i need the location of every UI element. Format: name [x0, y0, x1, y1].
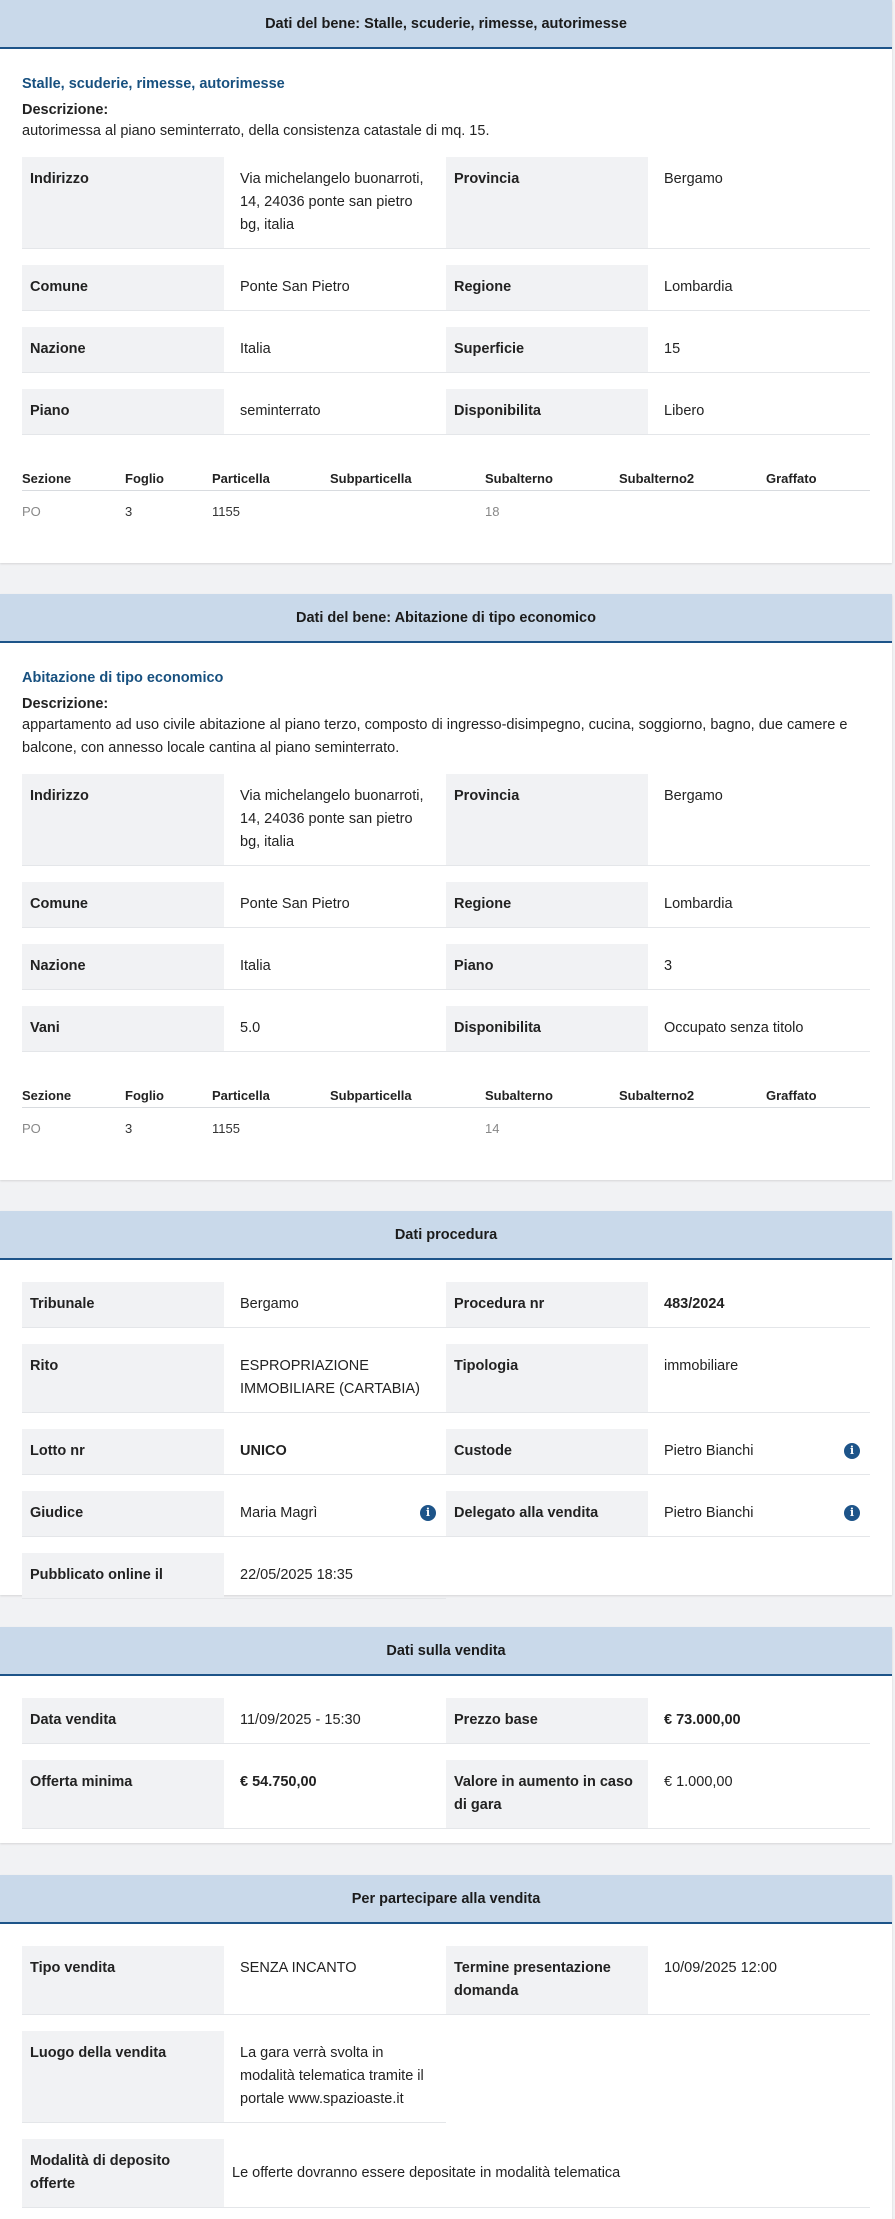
bene-card-autorimessa — [0, 0, 892, 563]
field-label: Indirizzo — [22, 157, 224, 249]
details-grid — [22, 389, 870, 435]
card-header: Dati del bene: Abitazione di tipo economico — [0, 594, 892, 643]
tipologia-value: immobiliare — [648, 1344, 870, 1413]
field-label: Provincia — [446, 157, 648, 249]
col-subparticella: Subparticella — [330, 471, 412, 486]
pubblicato-value: 22/05/2025 18:35 — [224, 1553, 446, 1599]
field-label: Procedura nr — [446, 1282, 648, 1328]
aumento-value: € 1.000,00 — [648, 1760, 870, 1829]
field-value: Bergamo — [648, 157, 870, 249]
field-label: Valore in aumento in caso di gara — [446, 1760, 648, 1829]
field-label: Vani — [22, 1006, 224, 1052]
details-grid — [22, 1344, 870, 1413]
field-label: Nazione — [22, 944, 224, 990]
col-foglio: Foglio — [125, 471, 164, 486]
field-value: 3 — [648, 944, 870, 990]
field-label: Tipo vendita — [22, 1946, 224, 2015]
field-value: Ponte San Pietro — [224, 882, 446, 928]
field-label: Lotto nr — [22, 1429, 224, 1475]
bene-subtitle: Stalle, scuderie, rimesse, autorimesse — [22, 76, 285, 92]
field-value: Occupato senza titolo — [648, 1006, 870, 1052]
field-label: Offerta minima — [22, 1760, 224, 1829]
field-value: Lombardia — [648, 882, 870, 928]
field-value: Via michelangelo buonarroti, 14, 24036 ponte san pietro bg, italia — [224, 774, 446, 866]
field-label: Comune — [22, 265, 224, 311]
field-label: Modalità di deposito offerte — [22, 2139, 224, 2208]
col-particella: Particella — [212, 471, 270, 486]
description-text: appartamento ad uso civile abitazione al piano terzo, composto di ingresso-disimpegno, cucina, soggiorno, bagno, due camere e balcone, con annesso locale cantina al piano seminterrato. — [22, 717, 848, 756]
col-sezione: Sezione — [22, 1088, 72, 1103]
termine-value: 10/09/2025 12:00 — [648, 1946, 870, 2015]
col-subalterno2: Subalterno2 — [619, 1088, 695, 1103]
field-value: 5.0 — [224, 1006, 446, 1052]
delegato-value: Pietro Bianchi — [664, 1505, 754, 1521]
details-grid — [22, 2139, 870, 2208]
field-label: Indirizzo — [22, 774, 224, 866]
card-header: Dati del bene: Stalle, scuderie, rimesse, autorimesse — [0, 0, 892, 49]
delegato-cell — [648, 1491, 870, 1537]
col-particella: Particella — [212, 1088, 270, 1103]
col-subalterno: Subalterno — [485, 471, 553, 486]
details-grid — [22, 1760, 870, 1829]
cell-foglio: 3 — [125, 1121, 133, 1136]
field-label: Regione — [446, 882, 648, 928]
field-value: seminterrato — [224, 389, 446, 435]
field-label: Prezzo base — [446, 1698, 648, 1744]
field-label: Piano — [446, 944, 648, 990]
details-grid — [22, 1006, 870, 1052]
rito-value: ESPROPRIAZIONE IMMOBILIARE (CARTABIA) — [224, 1344, 446, 1413]
custode-info-icon[interactable]: i — [844, 1443, 860, 1459]
data-vendita-value: 11/09/2025 - 15:30 — [224, 1698, 446, 1744]
field-label: Pubblicato online il — [22, 1553, 224, 1599]
field-label: Tribunale — [22, 1282, 224, 1328]
field-label: Nazione — [22, 327, 224, 373]
field-value: Libero — [648, 389, 870, 435]
offerta-minima-value: € 54.750,00 — [224, 1760, 446, 1829]
cadastral-header-row — [22, 457, 870, 491]
giudice-value: Maria Magrì — [240, 1505, 318, 1521]
field-label: Piano — [22, 389, 224, 435]
prezzo-base-value: € 73.000,00 — [648, 1698, 870, 1744]
procedura-number: 483/2024 — [648, 1282, 870, 1328]
bene-card-abitazione — [0, 594, 892, 1180]
table-row — [22, 1108, 870, 1148]
field-value: Via michelangelo buonarroti, 14, 24036 ponte san pietro bg, italia — [224, 157, 446, 249]
field-label: Superficie — [446, 327, 648, 373]
lotto-value: UNICO — [224, 1429, 446, 1475]
custode-value: Pietro Bianchi — [664, 1443, 754, 1459]
cadastral-header-row — [22, 1074, 870, 1108]
field-value: Ponte San Pietro — [224, 265, 446, 311]
field-label: Provincia — [446, 774, 648, 866]
details-grid — [22, 1553, 870, 1599]
field-label: Tipologia — [446, 1344, 648, 1413]
description-label: Descrizione: — [22, 102, 109, 118]
col-subparticella: Subparticella — [330, 1088, 412, 1103]
deposito-value: Le offerte dovranno essere depositate in modalità telematica — [224, 2139, 870, 2208]
details-grid — [22, 774, 870, 866]
field-label: Termine presentazione domanda — [446, 1946, 648, 2015]
field-label: Comune — [22, 882, 224, 928]
cell-particella: 1155 — [212, 1121, 240, 1136]
cell-particella: 1155 — [212, 504, 240, 519]
field-label: Data vendita — [22, 1698, 224, 1744]
details-grid — [22, 1698, 870, 1744]
details-grid — [22, 944, 870, 990]
delegato-info-icon[interactable]: i — [844, 1505, 860, 1521]
cadastral-table — [22, 457, 870, 531]
field-label: Disponibilita — [446, 389, 648, 435]
field-value: Italia — [224, 327, 446, 373]
details-grid — [22, 882, 870, 928]
field-value: Italia — [224, 944, 446, 990]
cell-foglio: 3 — [125, 504, 133, 519]
cadastral-table — [22, 1074, 870, 1148]
card-header: Dati procedura — [0, 1211, 892, 1260]
giudice-info-icon[interactable]: i — [420, 1505, 436, 1521]
cell-subalterno: 14 — [485, 1121, 500, 1136]
details-grid — [22, 2031, 870, 2123]
details-grid — [22, 1946, 870, 2015]
field-label: Delegato alla vendita — [446, 1491, 648, 1537]
custode-cell — [648, 1429, 870, 1475]
procedura-card — [0, 1211, 892, 1595]
details-grid — [22, 1491, 870, 1537]
field-value: Bergamo — [648, 774, 870, 866]
table-row — [22, 491, 870, 531]
col-sezione: Sezione — [22, 471, 72, 486]
field-value: 15 — [648, 327, 870, 373]
details-grid — [22, 157, 870, 249]
luogo-value: La gara verrà svolta in modalità telematica tramite il portale www.spazioaste.it — [224, 2031, 446, 2123]
col-graffato: Graffato — [766, 1088, 817, 1103]
bene-subtitle: Abitazione di tipo economico — [22, 670, 224, 686]
col-subalterno: Subalterno — [485, 1088, 553, 1103]
col-graffato: Graffato — [766, 471, 817, 486]
card-header: Dati sulla vendita — [0, 1627, 892, 1676]
field-label: Luogo della vendita — [22, 2031, 224, 2123]
col-subalterno2: Subalterno2 — [619, 471, 695, 486]
cell-sezione: PO — [22, 504, 41, 519]
field-label: Rito — [22, 1344, 224, 1413]
details-grid — [22, 265, 870, 311]
tipo-vendita-value: SENZA INCANTO — [224, 1946, 446, 2015]
card-header: Per partecipare alla vendita — [0, 1875, 892, 1924]
details-grid — [22, 327, 870, 373]
field-value: Lombardia — [648, 265, 870, 311]
giudice-cell — [224, 1491, 446, 1537]
details-grid — [22, 1429, 870, 1475]
col-foglio: Foglio — [125, 1088, 164, 1103]
details-grid — [22, 1282, 870, 1328]
cell-sezione: PO — [22, 1121, 41, 1136]
field-label: Disponibilita — [446, 1006, 648, 1052]
description-label: Descrizione: — [22, 696, 109, 712]
cell-subalterno: 18 — [485, 504, 500, 519]
field-label: Custode — [446, 1429, 648, 1475]
partecipare-card — [0, 1875, 892, 2219]
field-label: Giudice — [22, 1491, 224, 1537]
vendita-card — [0, 1627, 892, 1843]
description-text: autorimessa al piano seminterrato, della consistenza catastale di mq. 15. — [22, 123, 490, 139]
tribunale-value: Bergamo — [224, 1282, 446, 1328]
field-label: Regione — [446, 265, 648, 311]
